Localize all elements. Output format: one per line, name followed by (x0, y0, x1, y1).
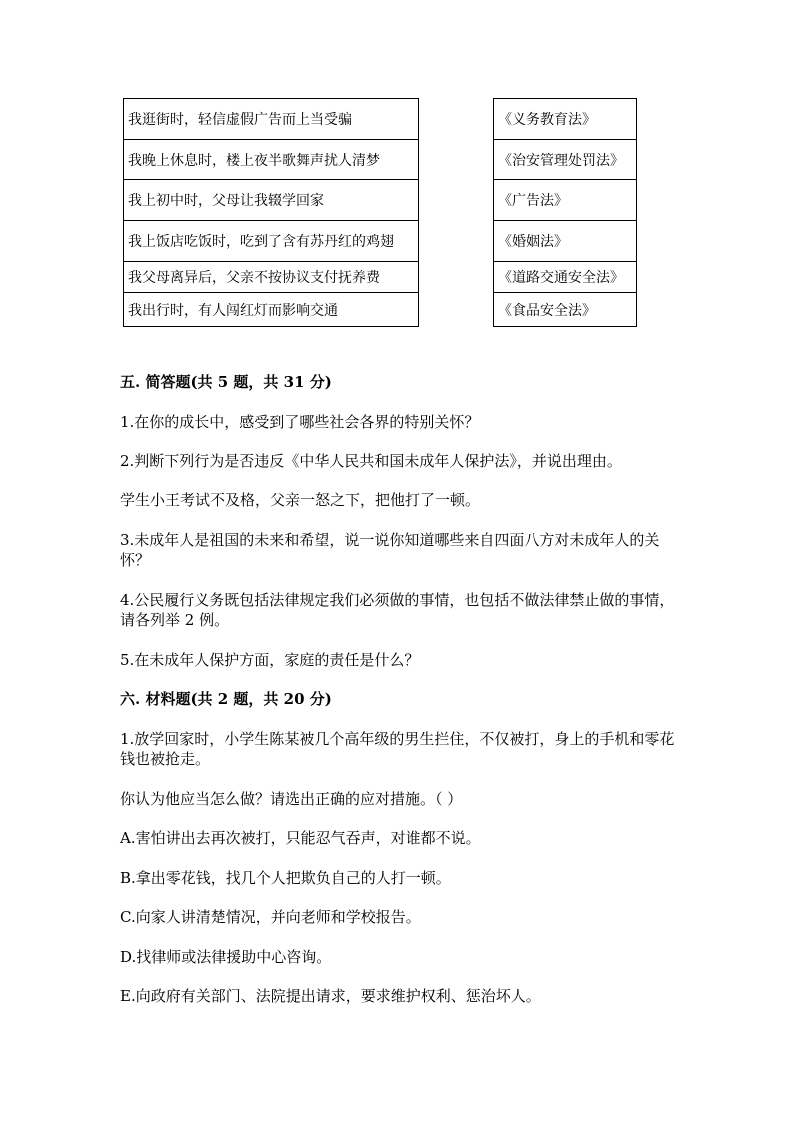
table-row (124, 180, 419, 221)
question: 2.判断下列行为是否违反《中华人民共和国未成年人保护法》，并说出理由。 (120, 452, 622, 470)
right-item: 《义务教育法》 (494, 99, 637, 140)
table-row (494, 221, 637, 262)
right-item: 《道路交通安全法》 (494, 262, 637, 293)
right-item: 《食品安全法》 (494, 293, 637, 327)
left-item: 我上初中时，父母让我辍学回家 (124, 180, 419, 221)
question-prompt: 你认为他应当怎么做？请选出正确的应对措施。（ ） (120, 790, 463, 808)
left-item: 我晚上休息时，楼上夜半歌舞声扰人清梦 (124, 140, 419, 180)
option-e: E.向政府有关部门、法院提出请求，要求维护权利、惩治坏人。 (120, 987, 541, 1005)
left-item: 我逛街时，轻信虚假广告而上当受骗 (124, 99, 419, 140)
table-row (494, 99, 637, 140)
section6-heading: 六. 材料题(共 2 题，共 20 分) (120, 690, 332, 708)
right-item: 《广告法》 (494, 180, 637, 221)
table-row (494, 293, 637, 327)
option-c: C.向家人讲清楚情况，并向老师和学校报告。 (120, 908, 421, 926)
left-item: 我父母离异后，父亲不按协议支付抚养费 (124, 262, 419, 293)
table-row (494, 140, 637, 180)
table-row (124, 140, 419, 180)
option-b: B.拿出零花钱，找几个人把欺负自己的人打一顿。 (120, 869, 451, 887)
material-text: 1.放学回家时，小学生陈某被几个高年级的男生拦住，不仅被打，身上的手机和零花钱也被抢走。 (120, 730, 675, 768)
option-a: A.害怕讲出去再次被打，只能忍气吞声，对谁都不说。 (120, 829, 481, 847)
question: 3.未成年人是祖国的未来和希望，说一说你知道哪些来自四面八方对未成年人的关怀？ (120, 531, 660, 569)
section5-heading: 五. 简答题(共 5 题，共 31 分) (120, 373, 332, 391)
left-item: 我出行时，有人闯红灯而影响交通 (124, 293, 419, 327)
table-row (124, 293, 419, 327)
question-scenario: 学生小王考试不及格，父亲一怒之下，把他打了一顿。 (120, 491, 481, 509)
question: 5.在未成年人保护方面，家庭的责任是什么？ (120, 651, 420, 669)
table-row (124, 99, 419, 140)
question: 1.在你的成长中，感受到了哪些社会各界的特别关怀？ (120, 413, 480, 431)
right-item: 《治安管理处罚法》 (494, 140, 637, 180)
table-row (494, 180, 637, 221)
table-row (124, 221, 419, 262)
matching-right-table (493, 98, 637, 327)
table-row (124, 262, 419, 293)
left-item: 我上饭店吃饭时，吃到了含有苏丹红的鸡翅 (124, 221, 419, 262)
right-item: 《婚姻法》 (494, 221, 637, 262)
matching-left-table (123, 98, 419, 327)
question: 4.公民履行义务既包括法律规定我们必须做的事情，也包括不做法律禁止做的事情，请各列举 2 例。 (120, 591, 675, 629)
table-row (494, 262, 637, 293)
option-d: D.找律师或法律援助中心咨询。 (120, 948, 332, 966)
